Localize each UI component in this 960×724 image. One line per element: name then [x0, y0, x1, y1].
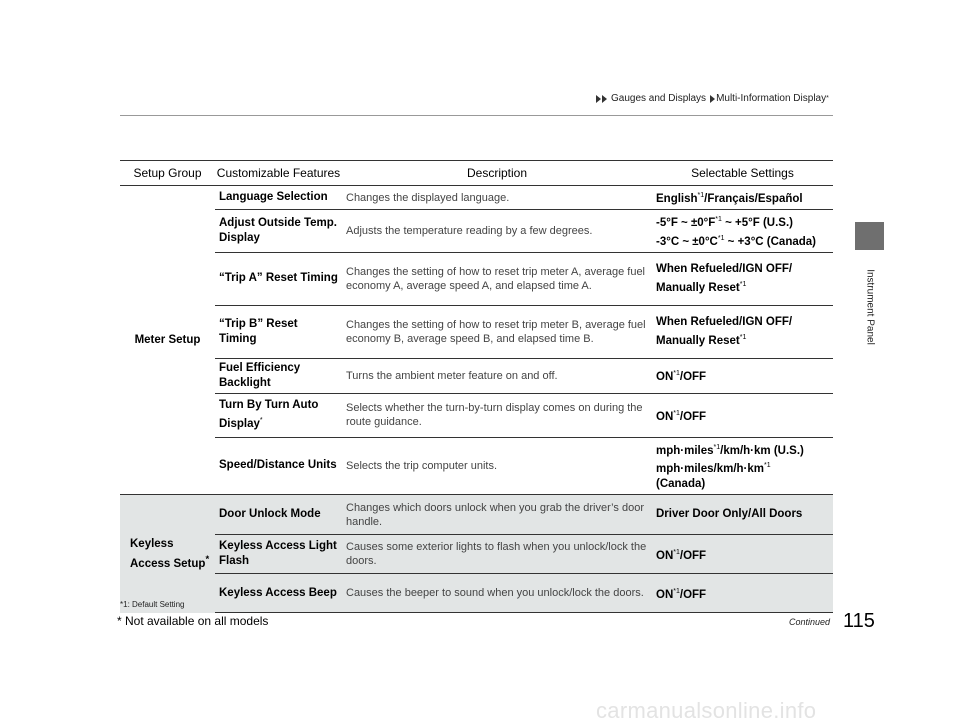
feature-cell: Speed/Distance Units: [215, 437, 342, 495]
settings-line: When Refueled/IGN OFF/: [656, 262, 793, 275]
footnote: *1: Default Setting: [120, 600, 185, 609]
watermark: carmanualsonline.info: [596, 698, 817, 723]
settings-line: ON$^{*1}$/OFF: [656, 548, 707, 562]
feature-cell: Adjust Outside Temp. Display: [215, 210, 342, 253]
feature-cell: Turn By Turn Auto Display*: [215, 393, 342, 437]
description-cell: Changes which doors unlock when you grab the driver’s door handle.: [342, 495, 652, 535]
footnote-mark: *1: [697, 192, 705, 200]
feature-cell: Fuel Efficiency Backlight: [215, 358, 342, 393]
page-number: 115: [843, 610, 875, 632]
settings-line: ON$^{*1}$/OFF: [656, 370, 707, 384]
header-setup-group: Setup Group: [120, 161, 215, 186]
footnote-mark: *1: [673, 370, 680, 378]
settings-cell: [652, 252, 833, 305]
arrow-icon: [710, 95, 715, 103]
description-cell: Changes the setting of how to reset trip meter B, average fuel economy B, average speed B, and elapsed time B.: [342, 305, 652, 358]
footnote-mark: *1: [673, 409, 680, 417]
description-cell: Changes the displayed language.: [346, 191, 510, 204]
description-cell: Changes the setting of how to reset trip meter A, average fuel economy A, average speed A, and elapsed time A.: [342, 252, 652, 305]
settings-cell: [652, 535, 833, 574]
table-row: [120, 358, 833, 393]
section-tab: [855, 222, 884, 250]
description-cell: Causes the beeper to sound when you unlock/lock the doors.: [342, 574, 652, 613]
settings-line: (Canada): [656, 478, 706, 491]
arrow-icon: [596, 95, 601, 103]
settings-cell: [652, 186, 833, 210]
table-row: [120, 305, 833, 358]
footnote-mark: *: [826, 95, 829, 102]
arrow-icon: [602, 95, 607, 103]
breadcrumb-item-2[interactable]: Multi-Information Display: [716, 93, 827, 104]
breadcrumb-item-1[interactable]: Gauges and Displays: [611, 93, 707, 104]
settings-table: [120, 160, 833, 613]
feature-cell: Language Selection: [219, 191, 328, 203]
table-row: [120, 495, 833, 535]
footnote-mark: *1: [713, 443, 721, 451]
settings-line: When Refueled/IGN OFF/: [656, 315, 793, 328]
settings-line: Driver Door Only/All Doors: [656, 508, 803, 521]
footnote-mark: *1: [715, 216, 722, 223]
footnote-mark: *1: [739, 280, 747, 288]
footnote-mark: *: [259, 417, 263, 425]
header-rule: [120, 115, 833, 116]
table-row: [120, 393, 833, 437]
header-features: Customizable Features: [215, 161, 342, 186]
description-cell: Selects whether the turn-by-turn display comes on during the route guidance.: [342, 393, 652, 437]
settings-line: -3°C ~ $\pm 0^\circ C^{*1}$ ~ +3°C (Canada): [656, 234, 817, 248]
settings-line: -5°F ~ $\pm 0^\circ F^{*1}$ ~ +5°F (U.S.): [656, 216, 793, 229]
feature-cell: Keyless Access Light Flash: [215, 535, 342, 574]
settings-cell: [652, 358, 833, 393]
table-row: [120, 437, 833, 495]
settings-cell: [652, 393, 833, 437]
footnote-mark: *1: [673, 548, 680, 556]
description-cell: Causes some exterior lights to flash when you unlock/lock the doors.: [342, 535, 652, 574]
setup-group-cell: Meter Setup: [134, 333, 201, 346]
settings-line: ON$^{*1}$/OFF: [656, 409, 707, 423]
settings-cell: [652, 437, 833, 495]
feature-cell: Door Unlock Mode: [215, 495, 342, 535]
description-cell: Selects the trip computer units.: [342, 437, 652, 495]
footnote-mark: *1: [673, 587, 680, 595]
feature-cell: “Trip A” Reset Timing: [215, 252, 342, 305]
table-row: [120, 252, 833, 305]
table-row: [120, 535, 833, 574]
table-body: [120, 186, 833, 613]
settings-line: ON$^{*1}$/OFF: [656, 587, 707, 601]
settings-cell: [652, 574, 833, 613]
feature-cell: Keyless Access Beep: [215, 574, 342, 613]
table-row: [120, 574, 833, 613]
breadcrumb: [596, 93, 829, 104]
availability-note: * Not available on all models: [117, 614, 269, 628]
settings-line: mph·miles$^{*1}$/km/h·km (U.S.): [656, 443, 804, 457]
footnote-mark: *: [205, 553, 210, 565]
settings-line: Manually Reset$^{*1}$: [656, 333, 747, 347]
header-description: Description: [342, 161, 652, 186]
description-cell: Adjusts the temperature reading by a few degrees.: [342, 210, 652, 253]
settings-cell: [652, 210, 833, 253]
settings-cell: [652, 305, 833, 358]
settings-line: $mph\cdot miles/km/h\cdot km^{*1}$: [656, 462, 771, 476]
footnote-mark: *1: [764, 462, 771, 470]
header-settings: Selectable Settings: [652, 161, 833, 186]
settings-line: English$^{*1}$/Français/Español: [656, 192, 803, 205]
footnote-mark: *1: [739, 333, 747, 341]
setup-group-cell: Keyless Access Setup*: [120, 495, 215, 613]
table-row: [120, 210, 833, 253]
section-label: Instrument Panel: [864, 269, 876, 345]
footnote-mark: *1: [717, 234, 725, 242]
feature-cell: “Trip B” Reset Timing: [215, 305, 342, 358]
settings-cell: [652, 495, 833, 535]
settings-line: Manually Reset$^{*1}$: [656, 280, 747, 294]
table-row: [120, 186, 833, 210]
description-cell: Turns the ambient meter feature on and off.: [342, 358, 652, 393]
continued-label: Continued: [789, 617, 831, 627]
